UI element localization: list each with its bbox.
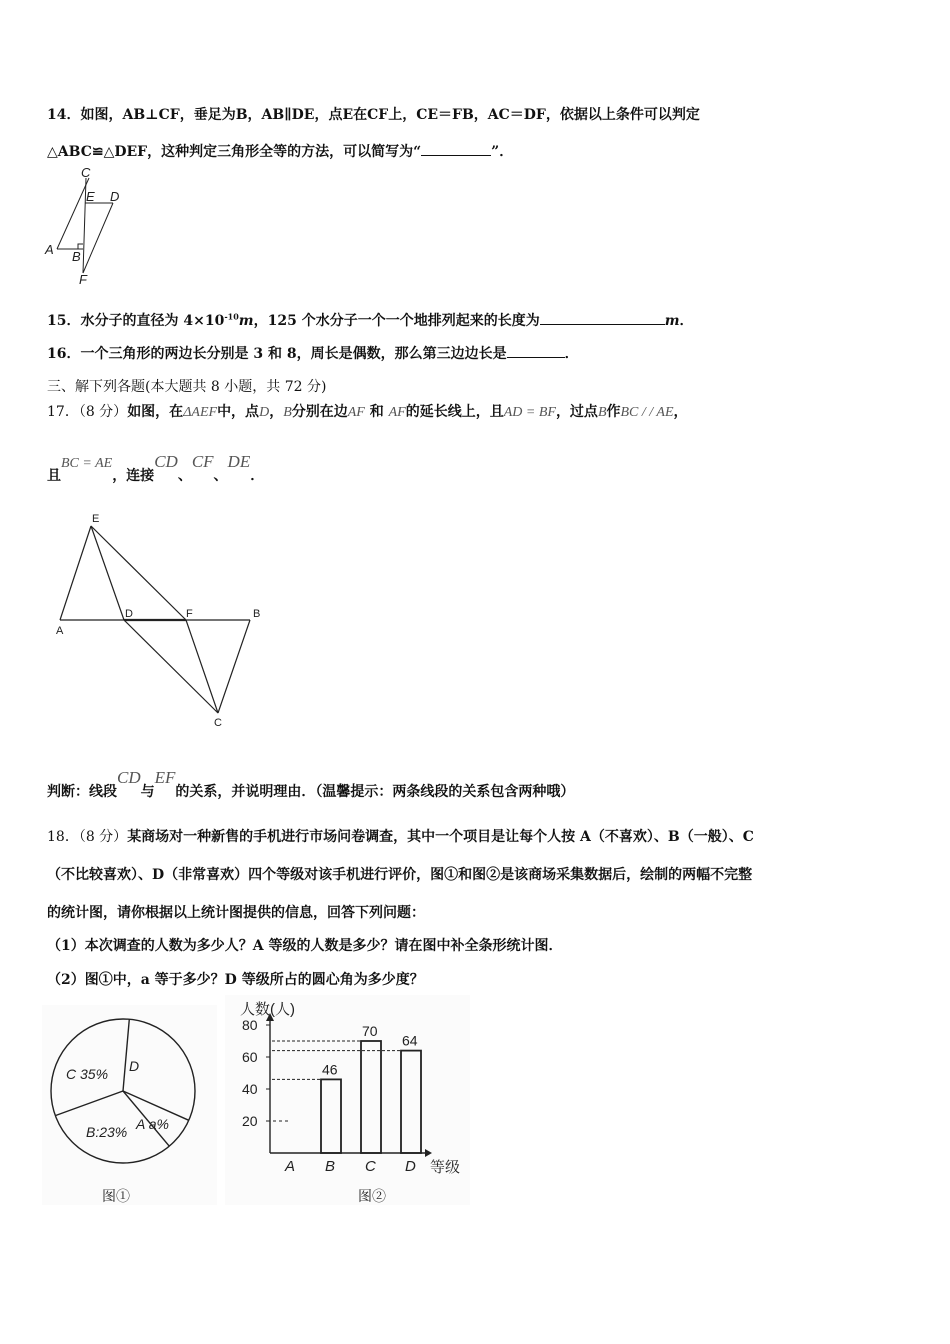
q14-answer-blank[interactable] [421,141,491,156]
math-af-2: AF [388,405,406,420]
label-d: D [110,189,120,204]
q17-l2-t5: ． [250,468,265,484]
q15-answer-blank[interactable] [540,310,665,325]
pie-chart-title: 图① [102,1188,130,1204]
bar-chart-figure [225,995,470,1210]
segment-ed [91,526,124,620]
q16-text: 16．一个三角形的两边长分别是 3 和 8，周长是偶数，那么第三边边长是 [47,346,507,362]
q17-t1: 如图，在 [127,404,184,420]
x-tick-label-d: D [405,1158,416,1175]
label-e: E [92,513,100,525]
q14-figure [40,165,140,290]
math-bc-eq-ae: BC = AE [61,456,113,471]
q17-l2-t4: 、 [213,468,228,484]
math-ef: EF [154,768,176,787]
q16-answer-blank[interactable] [507,343,565,358]
q14-line2 [47,141,513,161]
bar-chart-y-label: 人数(人) [240,1001,295,1018]
q15-unit-1: m [238,313,254,329]
q18-score: （8 分） [78,829,128,845]
pie-label-a: A a% [136,1116,169,1132]
math-d: D [259,405,270,420]
segment-dc [124,620,218,713]
q18-line1 [47,826,754,846]
pie-label-d: D [129,1058,140,1074]
q14-line2-end: ”． [491,144,514,160]
q17-t5: 和 [369,404,384,420]
bar-value-label-b: 46 [322,1061,338,1078]
q17-t4: 分别在边 [291,404,348,420]
x-tick-label-c: C [365,1158,376,1175]
label-b: B [253,608,261,620]
x-tick-label-b: B [325,1158,336,1175]
segment-df [83,203,113,273]
q17-line1 [47,401,688,421]
q17-j-t2: 与 [140,784,155,800]
q18-line3: 的统计图，请你根据以上统计图提供的信息，回答下列问题： [47,905,425,921]
q17-number: 17． [47,404,79,420]
label-b: B [72,249,81,264]
math-af-1: AF [347,405,365,420]
segment-ef [91,526,186,620]
q18-sub2: （2）图①中，a 等于多少？D 等级所占的圆心角为多少度？ [47,972,424,988]
q18-line2: （不比较喜欢）、D（非常喜欢）四个等级对该手机进行评价，图①和图②是该商场采集数据后，绘制的两幅不完整 [47,867,753,883]
bar-chart-title: 图② [358,1188,386,1204]
segment-fc [186,620,218,713]
q14-line1: 14．如图，AB⊥CF，垂足为B，AB∥DE，点E在CF上，CE＝FB，AC＝DF，依据以上条件可以判定 [47,107,700,123]
q17-t3: ， [269,404,284,420]
q15-exponent: -10 [224,311,239,322]
x-tick-label-a: A [285,1158,296,1175]
q15-unit-2: m [664,313,680,329]
label-c: C [81,165,91,180]
q17-l2-t1: 且 [47,468,61,484]
q17-j-t3: 的关系，并说明理由．（温馨提示：两条线段的关系包含两种哦） [175,784,575,800]
math-triangle-aef: ΔAEF [183,405,218,420]
label-a: A [45,242,54,257]
math-cd-2: CD [117,768,141,787]
y-tick-label: 80 [242,1017,258,1033]
math-b: B [283,405,292,420]
q17-l2-t3: 、 [177,468,192,484]
math-cf: CF [191,452,214,471]
pie-chart-figure [42,1005,217,1210]
y-tick-label: 60 [242,1049,258,1065]
bar-value-label-c: 70 [362,1023,378,1039]
q17-t9: ， [673,404,688,420]
q17-l2-t2: ，连接 [112,468,155,484]
label-f: F [186,608,193,620]
label-d: D [125,608,133,620]
segment-ae [60,526,91,620]
label-f: F [79,272,87,287]
q14-line2-text: △ABC≌△DEF，这种判定三角形全等的方法，可以简写为“ [47,144,422,160]
section-3-heading: 三、解下列各题(本大题共 8 小题，共 72 分) [47,379,327,395]
q18-sub1: （1）本次调查的人数为多少人？A 等级的人数是多少？请在图中补全条形统计图． [47,938,563,954]
q17-j-t1: 判断：线段 [47,784,117,800]
math-bc-parallel-ae: BC / / AE [620,405,674,420]
label-c: C [214,717,222,729]
segment-bc [218,620,250,713]
math-de: DE [227,452,251,471]
q17-line2 [47,452,265,485]
q17-t2: 中，点 [217,404,260,420]
q15-prefix: 15．水分子的直径为 4×10 [47,313,225,329]
q17-figure [50,510,280,730]
bar-chart-x-label: 等级 [430,1159,461,1176]
q17-t6: 的延长线上，且 [405,404,504,420]
q17-judgement [47,768,575,801]
math-b-2: B [597,405,607,420]
y-tick-label: 40 [242,1081,258,1097]
q15-end: ． [679,313,694,329]
q18-number: 18． [47,829,79,845]
q16-line [47,343,579,363]
math-ad-eq-bf: AD = BF [503,405,556,420]
q15-mid: ，125 个水分子一个一个地排列起来的长度为 [253,313,540,329]
pie-label-b: B:23% [86,1124,128,1140]
q15-line [47,310,694,330]
q17-score: （8 分） [78,404,128,420]
math-cd: CD [154,452,178,471]
q16-end: ． [564,346,579,362]
q17-t8: 作 [606,404,621,420]
pie-chart-background [42,1005,217,1205]
label-e: E [86,189,95,204]
bar-value-label-d: 64 [402,1032,418,1049]
y-tick-label: 20 [242,1113,258,1129]
q17-t7: ，过点 [555,404,598,420]
label-a: A [56,625,64,637]
q18-l1: 某商场对一种新售的手机进行市场问卷调查，其中一个项目是让每个人按 A（不喜欢）、B（一般）、C [127,829,754,845]
pie-label-c: C 35% [66,1066,109,1082]
